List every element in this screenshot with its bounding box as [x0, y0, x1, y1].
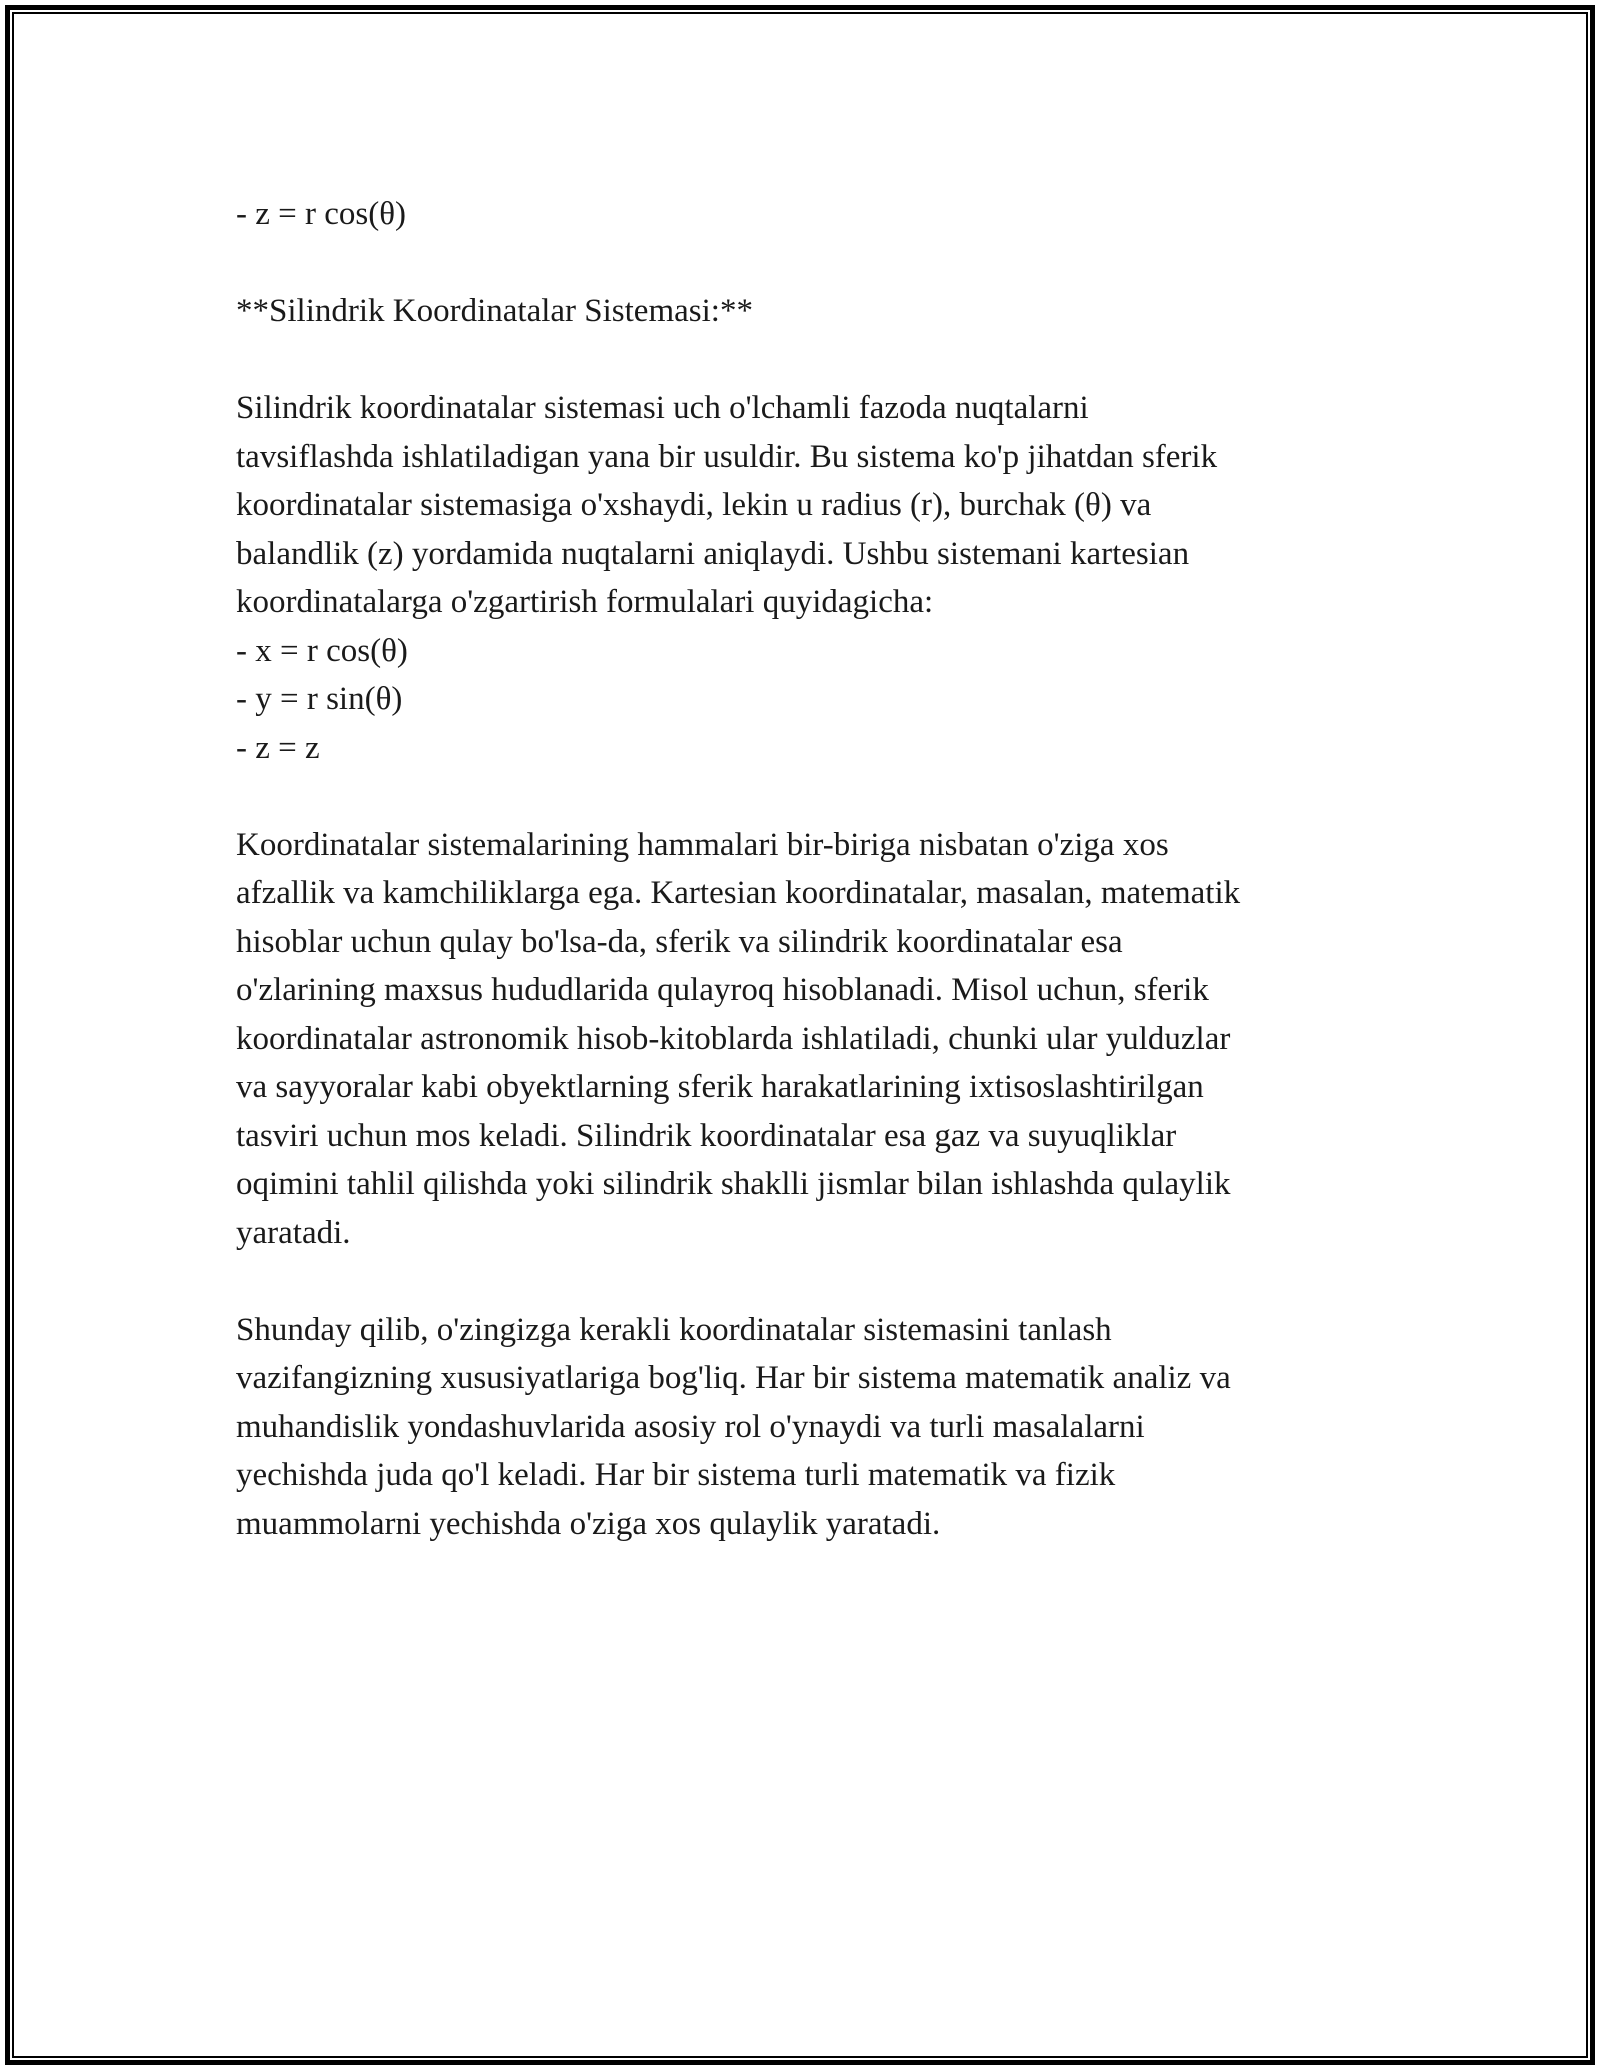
blank-line	[236, 1257, 1366, 1306]
paragraph-conclusion	[236, 1306, 1366, 1549]
text-line: koordinatalar astronomik hisob-kitoblarda ishlatiladi, chunki ular yulduzlar	[236, 1020, 1231, 1057]
text-line: hisoblar uchun qulay bo'lsa-da, sferik va silindrik koordinatalar esa	[236, 923, 1123, 960]
text-line: muhandislik yondashuvlarida asosiy rol o'ynaydi va turli masalalarni	[236, 1408, 1145, 1445]
text-line: Silindrik koordinatalar sistemasi uch o'lchamli fazoda nuqtalarni	[236, 390, 1089, 426]
formula-line: - z = r cos(θ)	[236, 196, 407, 232]
text-line: oqimini tahlil qilishda yoki silindrik shaklli jismlar bilan ishlashda qulaylik	[236, 1166, 1231, 1202]
text-line: koordinatalarga o'zgartirish formulalari quyidagicha:	[236, 584, 934, 620]
text-line: va sayyoralar kabi obyektlarning sferik harakatlarining ixtisoslashtirilgan	[236, 1069, 1204, 1105]
blank-line	[236, 772, 1366, 821]
text-line: balandlik (z) yordamida nuqtalarni aniqlaydi. Ushbu sistemani kartesian	[236, 535, 1190, 572]
text-line: afzallik va kamchiliklarga ega. Kartesian koordinatalar, masalan, matematik	[236, 875, 1241, 911]
text-line: vazifangizning xususiyatlariga bog'liq. Har bir sistema matematik analiz va	[236, 1360, 1231, 1396]
text-line: o'zlarining maxsus hududlarida qulayroq hisoblanadi. Misol uchun, sferik	[236, 972, 1209, 1008]
paragraph-cylindrical-intro	[236, 384, 1366, 627]
text-line: tasviri uchun mos keladi. Silindrik koordinatalar esa gaz va suyuqliklar	[236, 1117, 1177, 1154]
section-heading: **Silindrik Koordinatalar Sistemasi:**	[236, 293, 753, 329]
text-line: yaratadi.	[236, 1214, 351, 1251]
text-line: Koordinatalar sistemalarining hammalari bir-biriga nisbatan o'ziga xos	[236, 826, 1169, 863]
document-body	[236, 190, 1366, 1548]
text-line: yechishda juda qo'l keladi. Har bir sistema turli matematik va fizik	[236, 1457, 1116, 1493]
text-line: Shunday qilib, o'zingizga kerakli koordinatalar sistemasini tanlash	[236, 1311, 1112, 1348]
text-line: koordinatalar sistemasiga o'xshaydi, lekin u radius (r), burchak (θ) va	[236, 487, 1152, 523]
formula-line: - x = r cos(θ)	[236, 632, 408, 669]
text-line: tavsiflashda ishlatiladigan yana bir usuldir. Bu sistema ko'p jihatdan sferik	[236, 438, 1218, 475]
formula-list	[236, 627, 1366, 773]
paragraph-comparison	[236, 821, 1366, 1258]
text-line: muammolarni yechishda o'ziga xos qulaylik yaratadi.	[236, 1505, 941, 1542]
blank-line	[236, 336, 1366, 385]
formula-line: - z = z	[236, 729, 320, 766]
blank-line	[236, 239, 1366, 288]
formula-line: - y = r sin(θ)	[236, 681, 403, 717]
